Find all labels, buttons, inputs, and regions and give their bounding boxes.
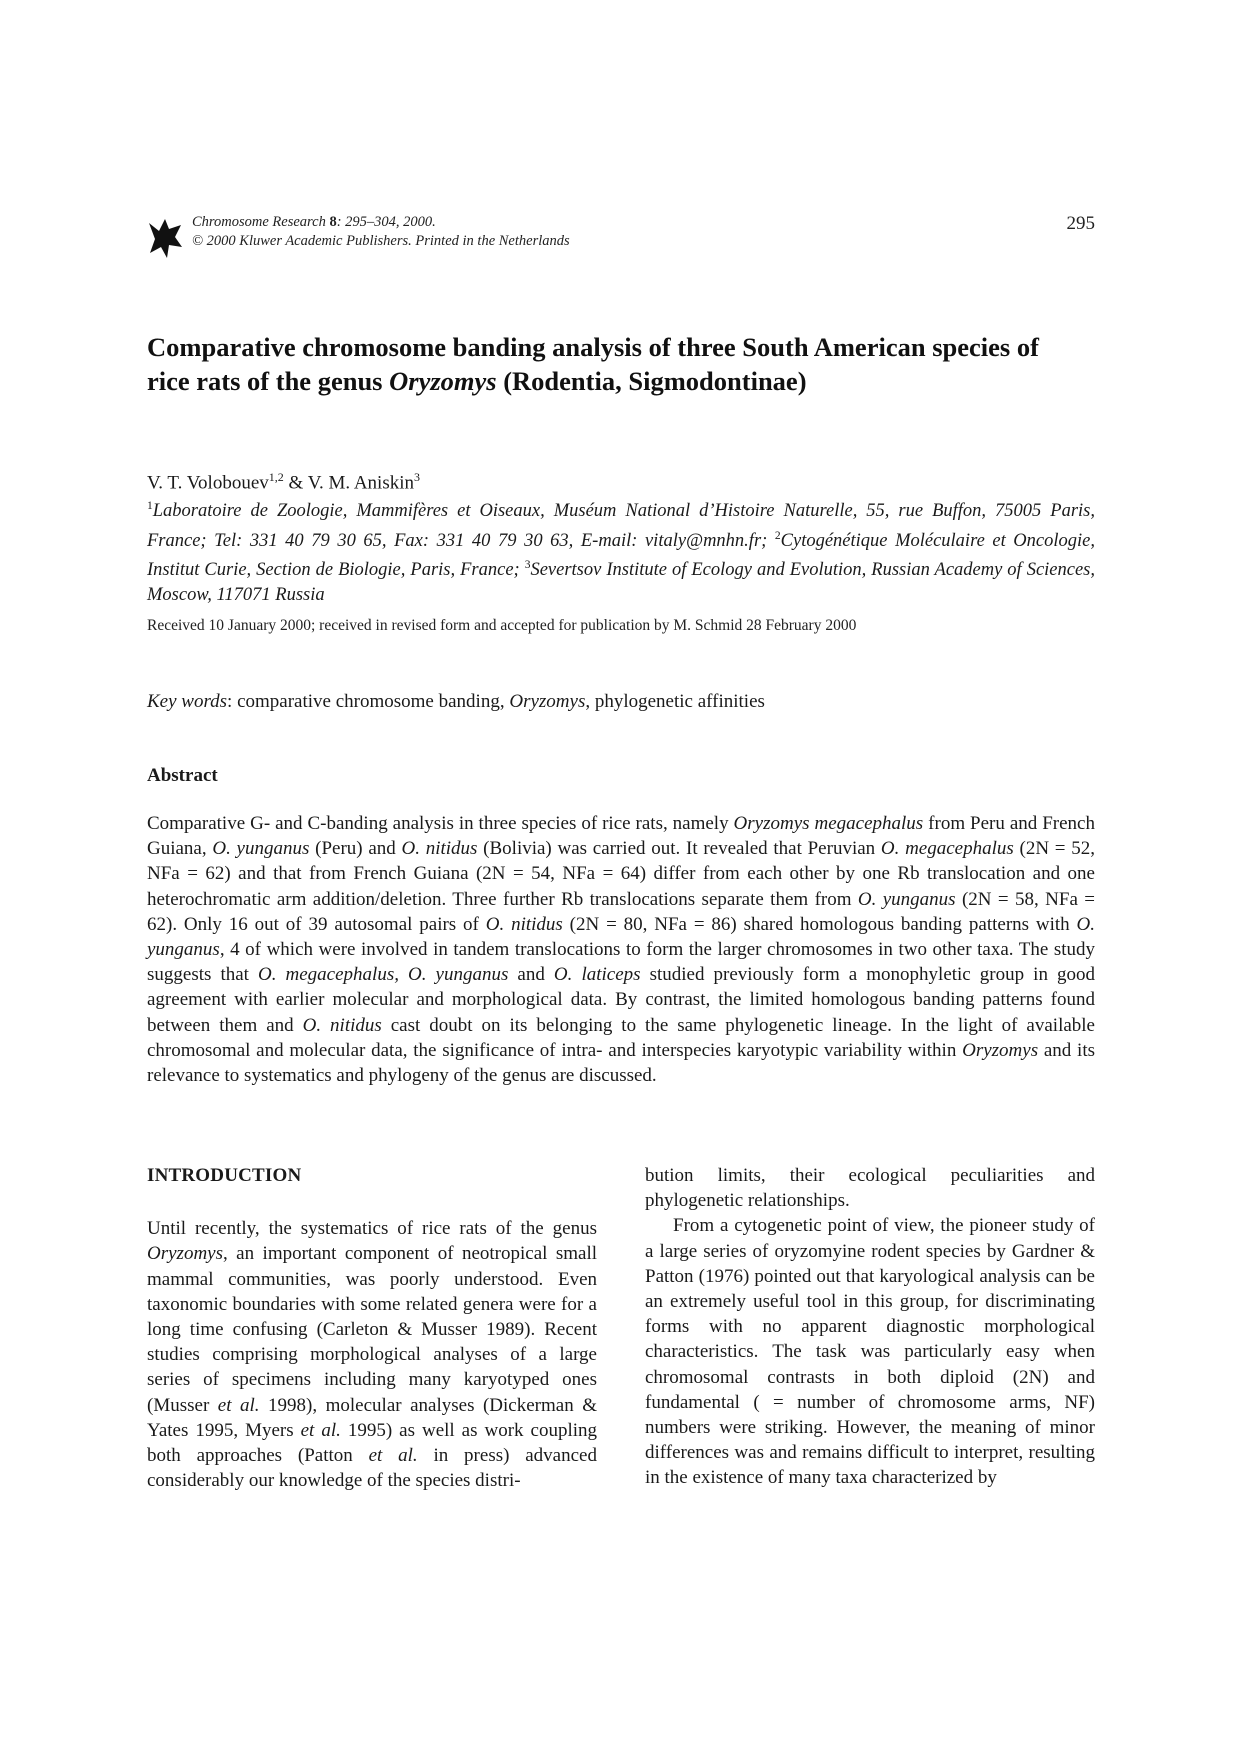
journal-volume: 8 <box>329 214 337 230</box>
keywords-genus: Oryzomys <box>509 691 586 712</box>
body-text: in press) advanced considerably our knowledge of the species distri- <box>147 1445 597 1492</box>
species-name: O. megacephalus, O. yunganus <box>258 964 509 986</box>
introduction-paragraph-2: From a cytogenetic point of view, the pioneer study of a large series of oryzomyine rodent species by Gardner & Patton (1976) pointed out that karyological analysis can be an extremely useful tool in this group, for discriminating forms with no apparent diagnostic morphological characteristics. The task was particularly easy when chromosomal contrasts in both diploid (2N) and fundamental ( = number of chromosome arms, NF) numbers were striking. However, the meaning of minor differences was and remains difficult to interpret, resulting in the existence of many taxa characterized by <box>645 1215 1095 1489</box>
copyright-line: © 2000 Kluwer Academic Publishers. Printed in the Netherlands <box>192 233 570 249</box>
species-name: Oryzomys <box>962 1039 1039 1061</box>
keywords-label: Key words <box>147 691 228 712</box>
abstract-text: , 4 of which were involved in tandem translocations to form the larger chromosomes in two other taxa. The study suggests that <box>147 939 1095 986</box>
citation-et-al: et al. <box>217 1394 260 1416</box>
abstract-text: from Peru and French Guiana, <box>147 813 1095 860</box>
species-name: O. yunganus <box>857 888 956 910</box>
citation-et-al: et al. <box>300 1419 341 1441</box>
abstract-heading: Abstract <box>147 765 218 786</box>
abstract-text: and its relevance to systematics and phylogeny of the genus are discussed. <box>147 1039 1095 1087</box>
abstract-text: Comparative G- and C-banding analysis in three species of rice rats, namely <box>147 813 734 834</box>
abstract-body <box>147 811 1095 1088</box>
abstract-text: cast doubt on its belonging to the same phylogenetic lineage. In the light of available chromosomal and molecular data, the significance of intra- and interspecies karyotypic variability within <box>147 1014 1095 1061</box>
affiliation-1-mark: 1 <box>147 500 153 512</box>
species-name: Oryzomys <box>147 1243 223 1265</box>
body-text: 1998), molecular analyses (Dickerman & Yates 1995, Myers <box>147 1394 597 1441</box>
journal-name: Chromosome Research <box>192 214 326 230</box>
introduction-heading: INTRODUCTION <box>147 1165 302 1186</box>
species-name: O. nitidus <box>401 838 478 860</box>
keywords-rest: , phylogenetic affinities <box>585 691 765 712</box>
species-name: O. laticeps <box>553 964 641 986</box>
kluwer-publisher-logo-icon <box>147 217 183 259</box>
introduction-paragraph-1 <box>147 1216 597 1493</box>
species-name: O. nitidus <box>302 1014 382 1036</box>
received-dates: Received 10 January 2000; received in revised form and accepted for publication by M. Schmid 28 February 2000 <box>147 617 857 634</box>
article-title <box>147 330 1095 398</box>
body-column-right <box>645 1163 1095 1491</box>
affiliation-2: Cytogénétique Moléculaire et Oncologie, Institut Curie, Section de Biologie, Paris, France; <box>147 530 1095 581</box>
journal-line <box>192 213 570 232</box>
abstract-text: (2N = 52, NFa = 62) and that from French Guiana (2N = 54, NFa = 64) differ from each other by one Rb translocation and one heterochromatic arm addition/deletion. Three further Rb translocations separate them from <box>147 838 1095 910</box>
affiliation-2-mark: 2 <box>774 529 781 542</box>
abstract-text: studied previously form a monophyletic group in good agreement with earlier molecular and morphological data. By contrast, the limited homologous banding patterns found between them and <box>147 964 1096 1036</box>
affiliations <box>147 494 1095 607</box>
keywords-sep: : comparative chromosome banding, <box>227 691 510 712</box>
body-text: Until recently, the systematics of rice rats of the genus <box>147 1218 597 1240</box>
abstract-text: (Bolivia) was carried out. It revealed that Peruvian <box>477 838 881 860</box>
body-column-left <box>147 1163 597 1493</box>
introduction-paragraph-1-continued: bution limits, their ecological peculiarities and phylogenetic relationships. <box>645 1165 1095 1212</box>
affiliation-3: Severtsov Institute of Ecology and Evolution, Russian Academy of Sciences, Moscow, 117071 Russia <box>147 560 1096 605</box>
running-header <box>147 213 1095 263</box>
title-line-1: Comparative chromosome banding analysis of three South American species of <box>147 332 1039 362</box>
body-text: 1995) as well as work coupling both approaches (Patton <box>147 1419 597 1467</box>
journal-citation <box>192 213 570 251</box>
page-number: 295 <box>1066 213 1095 234</box>
abstract-text: and <box>508 964 554 986</box>
journal-pages-year: : 295–304, 2000. <box>336 214 436 230</box>
author-list <box>147 470 420 494</box>
author-joiner: & <box>283 472 308 494</box>
author-1-affiliation-marks: 1,2 <box>268 470 284 484</box>
title-line-2-pre: rice rats of the genus <box>147 366 390 396</box>
species-name: Oryzomys megacephalus <box>733 813 924 834</box>
species-name: O. yunganus <box>212 838 310 860</box>
title-genus: Oryzomys <box>389 366 497 396</box>
abstract-text: (2N = 58, NFa = 62). Only 16 out of 39 autosomal pairs of <box>147 888 1095 935</box>
body-text: , an important component of neotropical small mammal communities, was poorly understood. Even taxonomic boundaries with some related genera were for a long time confusing (Carleton & Musser 1989). Recent studies comprising morphological analyses of a large series of specimens including many karyotyped ones (Musser <box>147 1243 597 1416</box>
affiliation-1: Laboratoire de Zoologie, Mammifères et Oiseaux, Muséum National d’Histoire Naturelle, 55, rue Buffon, 75005 Paris, France; Tel: 331 40 79 30 65, Fax: 331 40 79 30 63, E-mail: vitaly@mnhn.fr; <box>147 501 1095 551</box>
abstract-text: (Peru) and <box>309 838 402 860</box>
abstract-text: (2N = 80, NFa = 86) shared homologous banding patterns with <box>562 913 1077 935</box>
author-1: V. T. Volobouev <box>147 472 269 494</box>
keywords <box>147 691 765 713</box>
title-line-2-post: (Rodentia, Sigmodontinae) <box>496 366 807 396</box>
species-name: O. megacephalus <box>880 838 1014 860</box>
citation-et-al: et al. <box>368 1445 418 1467</box>
species-name: O. nitidus <box>485 913 563 935</box>
author-2: V. M. Aniskin <box>307 472 414 494</box>
author-2-affiliation-mark: 3 <box>414 470 420 484</box>
affiliation-3-mark: 3 <box>524 559 531 572</box>
species-name: O. yunganus <box>147 913 1096 961</box>
